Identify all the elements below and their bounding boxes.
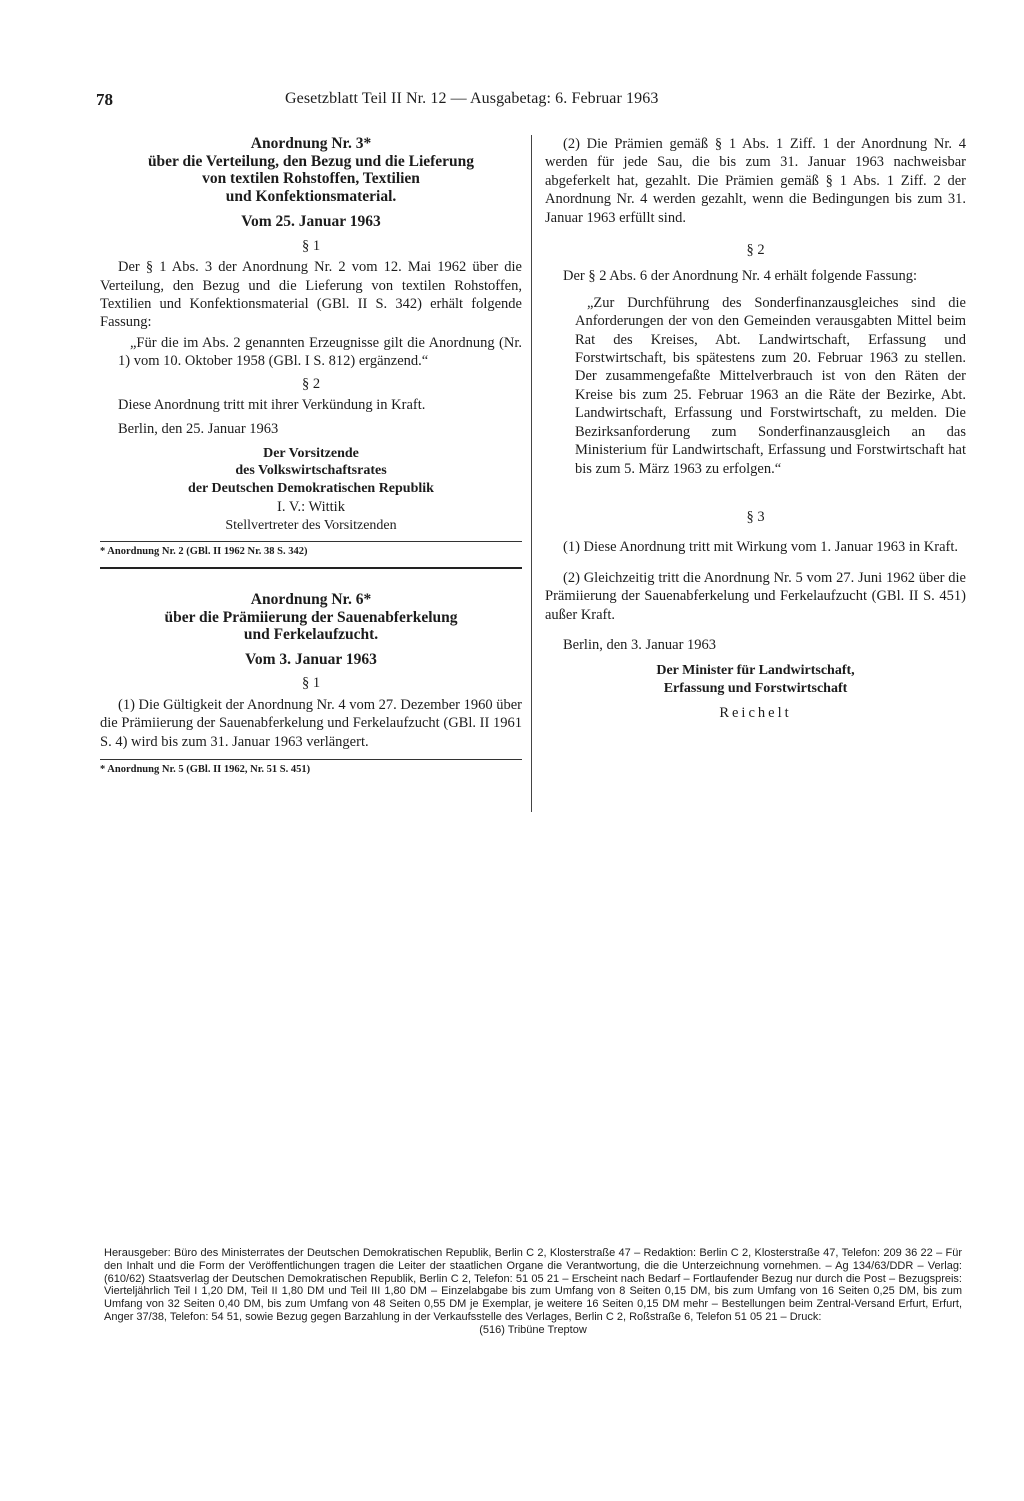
- section-text: (1) Diese Anordnung tritt mit Wirkung vom 1. Januar 1963 in Kraft.: [563, 539, 959, 556]
- section-text: (2) Die Prämien gemäß § 1 Abs. 1 Ziff. 1 der Anordnung Nr. 4 werden für jede Sau, die bis zum 31. Januar 1963 nachweisbar abgeferkelt hat, gezahlt. Die Prämien gemäß § 1 Abs. 1 Ziff. 2 der Anordnung Nr. 4 werden gezahlt, wenn die Bedingungen bis zum 31. Januar 1963 erfüllt sind.: [545, 136, 966, 226]
- place-date: Berlin, den 25. Januar 1963: [118, 421, 279, 438]
- title-line: von textilen Rohstoffen, Textilien: [202, 170, 420, 188]
- ordinance-3: [100, 135, 522, 558]
- signer-line: Erfassung und Forstwirtschaft: [663, 681, 848, 697]
- section-heading: § 1: [301, 675, 321, 692]
- right-column: [545, 135, 966, 723]
- section-heading: § 1: [301, 237, 321, 254]
- quoted-text: „Für die im Abs. 2 genannten Erzeugnisse gilt die Anordnung (Nr. 1) vom 10. Oktober 1958 (GBl. I S. 812) ergänzend.“: [118, 334, 522, 370]
- ordinance-6: [100, 591, 522, 776]
- section-text: Der § 1 Abs. 3 der Anordnung Nr. 2 vom 12. Mai 1962 über die Verteilung, den Bezug und die Lieferung von textilen Rohstoffen, Textilien und Konfektionsmaterial (GBl. II S. 342) erhält folgende Fassung:: [100, 259, 522, 331]
- title-line: und Konfektionsmaterial.: [225, 187, 397, 205]
- title-line: über die Verteilung, den Bezug und die Lieferung: [147, 152, 475, 170]
- page-header-title: Gesetzblatt Teil II Nr. 12 — Ausgabetag: 6. Februar 1963: [285, 90, 659, 107]
- column-rule: [531, 135, 532, 812]
- section-heading: § 2: [301, 375, 321, 392]
- title-line: über die Prämiierung der Sauenabferkelung: [164, 608, 458, 626]
- section-text: (2) Gleichzeitig tritt die Anordnung Nr. 5 vom 27. Juni 1962 über die Prämiierung der Sauenabferkelung und Ferkelaufzucht (GBl. II S. 451) außer Kraft.: [545, 569, 966, 623]
- ordinance-3-date: Vom 25. Januar 1963: [241, 213, 381, 231]
- ordinance-6-date: Vom 3. Januar 1963: [245, 650, 377, 668]
- left-column: [100, 135, 522, 776]
- signer-line: der Deutschen Demokratischen Republik: [188, 480, 434, 496]
- section-heading: § 3: [746, 508, 765, 525]
- imprint: [104, 1247, 962, 1337]
- section-text: Der § 2 Abs. 6 der Anordnung Nr. 4 erhält folgende Fassung:: [563, 268, 917, 285]
- footnote: * Anordnung Nr. 2 (GBl. II 1962 Nr. 38 S. 342): [100, 541, 522, 558]
- title-line: Anordnung Nr. 3*: [250, 135, 372, 152]
- section-text: Diese Anordnung tritt mit ihrer Verkündung in Kraft.: [118, 397, 426, 414]
- section-heading: § 2: [746, 242, 765, 259]
- signer-name: I. V.: Wittik: [277, 499, 345, 516]
- section-text: (1) Die Gültigkeit der Anordnung Nr. 4 vom 27. Dezember 1960 über die Prämiierung der Sauenabferkelung und Ferkelaufzucht (GBl. II 1961 S. 4) wird bis zum 31. Januar 1963 verlängert.: [100, 696, 522, 750]
- signer-name: Reichelt: [719, 705, 792, 722]
- place-date: Berlin, den 3. Januar 1963: [563, 636, 717, 653]
- signer-role: Stellvertreter des Vorsitzenden: [225, 517, 397, 533]
- footnote: * Anordnung Nr. 5 (GBl. II 1962, Nr. 51 S. 451): [100, 759, 522, 776]
- signer-line: Der Vorsitzende: [263, 445, 359, 461]
- signer-line: Der Minister für Landwirtschaft,: [656, 663, 855, 679]
- imprint-text: Herausgeber: Büro des Ministerrates der Deutschen Demokratischen Republik, Berlin C 2, Klosterstraße 47 – Redaktion: Berlin C 2, Klosterstraße 47, Telefon: 209 36 22 – Für den Inhalt und die Form der Veröffentlichungen tragen die Leiter der staatlichen Organe die Verantwortung, die die Unterzeichnung vornehmen. – Ag 134/63/DDR – Verlag: (610/62) Staatsverlag der Deutschen Demokratischen Republik, Berlin C 2, Telefon: 51 05 21 – Erscheint nach Bedarf – Fortlaufender Bezug nur durch die Post – Bezugspreis: Vierteljährlich Teil I 1,20 DM, Teil II 1,80 DM und Teil III 1,80 DM – Einzelabgabe bis zum Umfang von 8 Seiten 0,15 DM, bis zum Umfang von 16 Seiten 0,25 DM, bis zum Umfang von 32 Seiten 0,40 DM, bis zum Umfang von 48 Seiten 0,55 DM je Exemplar, je weitere 16 Seiten 0,15 DM mehr – Bestellungen beim Zentral-Versand Erfurt, Erfurt, Anger 37/38, Telefon: 54 51, sowie Bezug gegen Barzahlung in der Verkaufsstelle des Verlages, Berlin C 2, Roßstraße 6, Telefon 51 05 21 – Druck:: [104, 1247, 962, 1323]
- section-divider: [100, 567, 522, 569]
- signer-block: [545, 662, 966, 698]
- imprint-printer: (516) Tribüne Treptow: [479, 1323, 587, 1336]
- quoted-text: „Zur Durchführung des Sonderfinanzausgleiches sind die Anforderungen der von den Gemeinden verausgabten Mittel beim Rat des Kreises, Abt. Landwirtschaft, Erfassung und Forstwirtschaft, bis spätestens zum 20. Februar 1963 zu stellen. Der zusammengefaßte Mittelverbrauch ist von den Räten der Kreise bis zum 25. Februar 1963 an die Räte der Bezirke, Abt. Landwirtschaft, Erfassung und Forstwirtschaft, zu melden. Die Bezirksanforderung zum Sonderfinanzausgleich an das Ministerium für Landwirtschaft, Erfassung und Forstwirtschaft hat bis zum 5. März 1963 zu erfolgen.“: [575, 294, 966, 477]
- page-number: 78: [96, 90, 113, 109]
- title-line: Anordnung Nr. 6*: [250, 591, 372, 609]
- ordinance-3-title: [100, 135, 522, 205]
- signer-block: [100, 445, 522, 498]
- ordinance-6-title: [100, 591, 522, 644]
- title-line: und Ferkelaufzucht.: [243, 626, 379, 644]
- signer-line: des Volkswirtschaftsrates: [235, 463, 387, 479]
